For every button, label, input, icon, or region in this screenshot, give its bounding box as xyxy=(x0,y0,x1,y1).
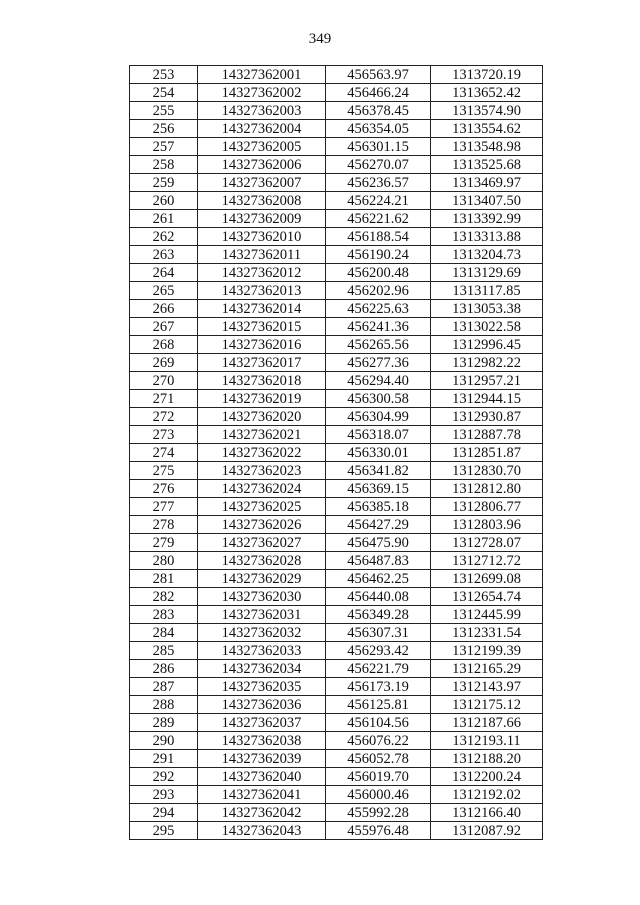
cadastral-id-cell: 14327362024 xyxy=(198,480,326,498)
cadastral-id-cell: 14327362016 xyxy=(198,336,326,354)
table-row xyxy=(130,156,543,174)
y-coordinate-cell: 1313053.38 xyxy=(431,300,543,318)
table-row xyxy=(130,678,543,696)
x-coordinate-cell: 456341.82 xyxy=(326,462,431,480)
x-coordinate-cell: 456221.62 xyxy=(326,210,431,228)
y-coordinate-cell: 1312957.21 xyxy=(431,372,543,390)
cadastral-id-cell: 14327362040 xyxy=(198,768,326,786)
y-coordinate-cell: 1313652.42 xyxy=(431,84,543,102)
y-coordinate-cell: 1312199.39 xyxy=(431,642,543,660)
x-coordinate-cell: 456563.97 xyxy=(326,66,431,84)
x-coordinate-cell: 455976.48 xyxy=(326,822,431,840)
cadastral-id-cell: 14327362037 xyxy=(198,714,326,732)
row-number-cell: 262 xyxy=(130,228,198,246)
y-coordinate-cell: 1312192.02 xyxy=(431,786,543,804)
table-row xyxy=(130,192,543,210)
x-coordinate-cell: 456188.54 xyxy=(326,228,431,246)
table-row xyxy=(130,354,543,372)
y-coordinate-cell: 1313548.98 xyxy=(431,138,543,156)
table-row xyxy=(130,534,543,552)
cadastral-id-cell: 14327362015 xyxy=(198,318,326,336)
x-coordinate-cell: 456466.24 xyxy=(326,84,431,102)
row-number-cell: 274 xyxy=(130,444,198,462)
y-coordinate-cell: 1313407.50 xyxy=(431,192,543,210)
table-row xyxy=(130,336,543,354)
cadastral-id-cell: 14327362006 xyxy=(198,156,326,174)
row-number-cell: 289 xyxy=(130,714,198,732)
cadastral-id-cell: 14327362041 xyxy=(198,786,326,804)
x-coordinate-cell: 456236.57 xyxy=(326,174,431,192)
y-coordinate-cell: 1312806.77 xyxy=(431,498,543,516)
cadastral-id-cell: 14327362008 xyxy=(198,192,326,210)
x-coordinate-cell: 456294.40 xyxy=(326,372,431,390)
row-number-cell: 294 xyxy=(130,804,198,822)
cadastral-id-cell: 14327362021 xyxy=(198,426,326,444)
cadastral-id-cell: 14327362003 xyxy=(198,102,326,120)
x-coordinate-cell: 456318.07 xyxy=(326,426,431,444)
row-number-cell: 275 xyxy=(130,462,198,480)
x-coordinate-cell: 456349.28 xyxy=(326,606,431,624)
table-row xyxy=(130,714,543,732)
row-number-cell: 283 xyxy=(130,606,198,624)
table-row xyxy=(130,696,543,714)
table-row xyxy=(130,570,543,588)
row-number-cell: 293 xyxy=(130,786,198,804)
x-coordinate-cell: 456173.19 xyxy=(326,678,431,696)
x-coordinate-cell: 456475.90 xyxy=(326,534,431,552)
y-coordinate-cell: 1312200.24 xyxy=(431,768,543,786)
y-coordinate-cell: 1312193.11 xyxy=(431,732,543,750)
table-row xyxy=(130,750,543,768)
table-row xyxy=(130,300,543,318)
y-coordinate-cell: 1312712.72 xyxy=(431,552,543,570)
cadastral-id-cell: 14327362023 xyxy=(198,462,326,480)
row-number-cell: 259 xyxy=(130,174,198,192)
cadastral-id-cell: 14327362029 xyxy=(198,570,326,588)
y-coordinate-cell: 1312445.99 xyxy=(431,606,543,624)
y-coordinate-cell: 1313554.62 xyxy=(431,120,543,138)
cadastral-id-cell: 14327362005 xyxy=(198,138,326,156)
y-coordinate-cell: 1313574.90 xyxy=(431,102,543,120)
cadastral-id-cell: 14327362033 xyxy=(198,642,326,660)
x-coordinate-cell: 456462.25 xyxy=(326,570,431,588)
cadastral-id-cell: 14327362013 xyxy=(198,282,326,300)
x-coordinate-cell: 456304.99 xyxy=(326,408,431,426)
y-coordinate-cell: 1312982.22 xyxy=(431,354,543,372)
table-row xyxy=(130,786,543,804)
table-row xyxy=(130,516,543,534)
x-coordinate-cell: 456487.83 xyxy=(326,552,431,570)
cadastral-id-cell: 14327362004 xyxy=(198,120,326,138)
cadastral-id-cell: 14327362027 xyxy=(198,534,326,552)
table-row xyxy=(130,408,543,426)
cadastral-id-cell: 14327362002 xyxy=(198,84,326,102)
cadastral-id-cell: 14327362019 xyxy=(198,390,326,408)
cadastral-id-cell: 14327362035 xyxy=(198,678,326,696)
cadastral-id-cell: 14327362018 xyxy=(198,372,326,390)
x-coordinate-cell: 456225.63 xyxy=(326,300,431,318)
x-coordinate-cell: 456270.07 xyxy=(326,156,431,174)
x-coordinate-cell: 456307.31 xyxy=(326,624,431,642)
x-coordinate-cell: 456300.58 xyxy=(326,390,431,408)
x-coordinate-cell: 456427.29 xyxy=(326,516,431,534)
row-number-cell: 292 xyxy=(130,768,198,786)
row-number-cell: 276 xyxy=(130,480,198,498)
table-row xyxy=(130,84,543,102)
x-coordinate-cell: 455992.28 xyxy=(326,804,431,822)
x-coordinate-cell: 456354.05 xyxy=(326,120,431,138)
x-coordinate-cell: 456221.79 xyxy=(326,660,431,678)
table-row xyxy=(130,120,543,138)
row-number-cell: 279 xyxy=(130,534,198,552)
cadastral-id-cell: 14327362026 xyxy=(198,516,326,534)
x-coordinate-cell: 456385.18 xyxy=(326,498,431,516)
table-row xyxy=(130,102,543,120)
cadastral-id-cell: 14327362043 xyxy=(198,822,326,840)
y-coordinate-cell: 1312165.29 xyxy=(431,660,543,678)
table-row xyxy=(130,588,543,606)
x-coordinate-cell: 456293.42 xyxy=(326,642,431,660)
y-coordinate-cell: 1312728.07 xyxy=(431,534,543,552)
y-coordinate-cell: 1312331.54 xyxy=(431,624,543,642)
y-coordinate-cell: 1313720.19 xyxy=(431,66,543,84)
cadastral-id-cell: 14327362031 xyxy=(198,606,326,624)
cadastral-id-cell: 14327362007 xyxy=(198,174,326,192)
table-row xyxy=(130,210,543,228)
row-number-cell: 278 xyxy=(130,516,198,534)
cadastral-id-cell: 14327362009 xyxy=(198,210,326,228)
y-coordinate-cell: 1312812.80 xyxy=(431,480,543,498)
row-number-cell: 270 xyxy=(130,372,198,390)
y-coordinate-cell: 1312143.97 xyxy=(431,678,543,696)
x-coordinate-cell: 456265.56 xyxy=(326,336,431,354)
row-number-cell: 263 xyxy=(130,246,198,264)
table-row xyxy=(130,804,543,822)
row-number-cell: 288 xyxy=(130,696,198,714)
table-row xyxy=(130,264,543,282)
row-number-cell: 257 xyxy=(130,138,198,156)
cadastral-id-cell: 14327362032 xyxy=(198,624,326,642)
row-number-cell: 273 xyxy=(130,426,198,444)
cadastral-id-cell: 14327362001 xyxy=(198,66,326,84)
y-coordinate-cell: 1312996.45 xyxy=(431,336,543,354)
coordinates-table-body xyxy=(130,66,543,840)
table-row xyxy=(130,768,543,786)
table-row xyxy=(130,624,543,642)
x-coordinate-cell: 456277.36 xyxy=(326,354,431,372)
row-number-cell: 277 xyxy=(130,498,198,516)
x-coordinate-cell: 456200.48 xyxy=(326,264,431,282)
row-number-cell: 268 xyxy=(130,336,198,354)
table-row xyxy=(130,282,543,300)
row-number-cell: 290 xyxy=(130,732,198,750)
table-row xyxy=(130,462,543,480)
cadastral-id-cell: 14327362028 xyxy=(198,552,326,570)
cadastral-id-cell: 14327362020 xyxy=(198,408,326,426)
y-coordinate-cell: 1312087.92 xyxy=(431,822,543,840)
row-number-cell: 253 xyxy=(130,66,198,84)
row-number-cell: 291 xyxy=(130,750,198,768)
y-coordinate-cell: 1313022.58 xyxy=(431,318,543,336)
y-coordinate-cell: 1312930.87 xyxy=(431,408,543,426)
cadastral-id-cell: 14327362010 xyxy=(198,228,326,246)
table-row xyxy=(130,498,543,516)
row-number-cell: 266 xyxy=(130,300,198,318)
cadastral-id-cell: 14327362014 xyxy=(198,300,326,318)
y-coordinate-cell: 1312187.66 xyxy=(431,714,543,732)
row-number-cell: 285 xyxy=(130,642,198,660)
cadastral-id-cell: 14327362042 xyxy=(198,804,326,822)
x-coordinate-cell: 456241.36 xyxy=(326,318,431,336)
y-coordinate-cell: 1313117.85 xyxy=(431,282,543,300)
y-coordinate-cell: 1313129.69 xyxy=(431,264,543,282)
row-number-cell: 272 xyxy=(130,408,198,426)
cadastral-id-cell: 14327362036 xyxy=(198,696,326,714)
row-number-cell: 265 xyxy=(130,282,198,300)
cadastral-id-cell: 14327362038 xyxy=(198,732,326,750)
table-row xyxy=(130,138,543,156)
row-number-cell: 269 xyxy=(130,354,198,372)
row-number-cell: 254 xyxy=(130,84,198,102)
table-row xyxy=(130,390,543,408)
y-coordinate-cell: 1312944.15 xyxy=(431,390,543,408)
table-row xyxy=(130,480,543,498)
y-coordinate-cell: 1313204.73 xyxy=(431,246,543,264)
cadastral-id-cell: 14327362022 xyxy=(198,444,326,462)
y-coordinate-cell: 1312188.20 xyxy=(431,750,543,768)
x-coordinate-cell: 456369.15 xyxy=(326,480,431,498)
y-coordinate-cell: 1312830.70 xyxy=(431,462,543,480)
table-row xyxy=(130,444,543,462)
row-number-cell: 261 xyxy=(130,210,198,228)
table-row xyxy=(130,660,543,678)
x-coordinate-cell: 456330.01 xyxy=(326,444,431,462)
table-row xyxy=(130,822,543,840)
row-number-cell: 256 xyxy=(130,120,198,138)
row-number-cell: 258 xyxy=(130,156,198,174)
row-number-cell: 280 xyxy=(130,552,198,570)
cadastral-id-cell: 14327362034 xyxy=(198,660,326,678)
x-coordinate-cell: 456125.81 xyxy=(326,696,431,714)
x-coordinate-cell: 456301.15 xyxy=(326,138,431,156)
row-number-cell: 281 xyxy=(130,570,198,588)
table-row xyxy=(130,372,543,390)
row-number-cell: 282 xyxy=(130,588,198,606)
y-coordinate-cell: 1312654.74 xyxy=(431,588,543,606)
row-number-cell: 267 xyxy=(130,318,198,336)
table-row xyxy=(130,606,543,624)
y-coordinate-cell: 1312887.78 xyxy=(431,426,543,444)
x-coordinate-cell: 456190.24 xyxy=(326,246,431,264)
row-number-cell: 284 xyxy=(130,624,198,642)
table-row xyxy=(130,174,543,192)
cadastral-id-cell: 14327362025 xyxy=(198,498,326,516)
x-coordinate-cell: 456019.70 xyxy=(326,768,431,786)
y-coordinate-cell: 1312175.12 xyxy=(431,696,543,714)
x-coordinate-cell: 456440.08 xyxy=(326,588,431,606)
table-row xyxy=(130,732,543,750)
y-coordinate-cell: 1312166.40 xyxy=(431,804,543,822)
coordinates-table xyxy=(129,65,543,840)
y-coordinate-cell: 1312699.08 xyxy=(431,570,543,588)
cadastral-id-cell: 14327362011 xyxy=(198,246,326,264)
y-coordinate-cell: 1312851.87 xyxy=(431,444,543,462)
table-row xyxy=(130,66,543,84)
cadastral-id-cell: 14327362017 xyxy=(198,354,326,372)
x-coordinate-cell: 456000.46 xyxy=(326,786,431,804)
cadastral-id-cell: 14327362030 xyxy=(198,588,326,606)
x-coordinate-cell: 456104.56 xyxy=(326,714,431,732)
x-coordinate-cell: 456052.78 xyxy=(326,750,431,768)
cadastral-id-cell: 14327362039 xyxy=(198,750,326,768)
row-number-cell: 264 xyxy=(130,264,198,282)
x-coordinate-cell: 456202.96 xyxy=(326,282,431,300)
cadastral-id-cell: 14327362012 xyxy=(198,264,326,282)
table-row xyxy=(130,246,543,264)
x-coordinate-cell: 456224.21 xyxy=(326,192,431,210)
y-coordinate-cell: 1313392.99 xyxy=(431,210,543,228)
y-coordinate-cell: 1312803.96 xyxy=(431,516,543,534)
x-coordinate-cell: 456076.22 xyxy=(326,732,431,750)
y-coordinate-cell: 1313525.68 xyxy=(431,156,543,174)
row-number-cell: 287 xyxy=(130,678,198,696)
table-row xyxy=(130,318,543,336)
row-number-cell: 295 xyxy=(130,822,198,840)
x-coordinate-cell: 456378.45 xyxy=(326,102,431,120)
row-number-cell: 286 xyxy=(130,660,198,678)
row-number-cell: 260 xyxy=(130,192,198,210)
table-row xyxy=(130,642,543,660)
table-row xyxy=(130,426,543,444)
y-coordinate-cell: 1313313.88 xyxy=(431,228,543,246)
page-number: 349 xyxy=(308,31,332,47)
row-number-cell: 255 xyxy=(130,102,198,120)
row-number-cell: 271 xyxy=(130,390,198,408)
y-coordinate-cell: 1313469.97 xyxy=(431,174,543,192)
table-row xyxy=(130,228,543,246)
table-row xyxy=(130,552,543,570)
